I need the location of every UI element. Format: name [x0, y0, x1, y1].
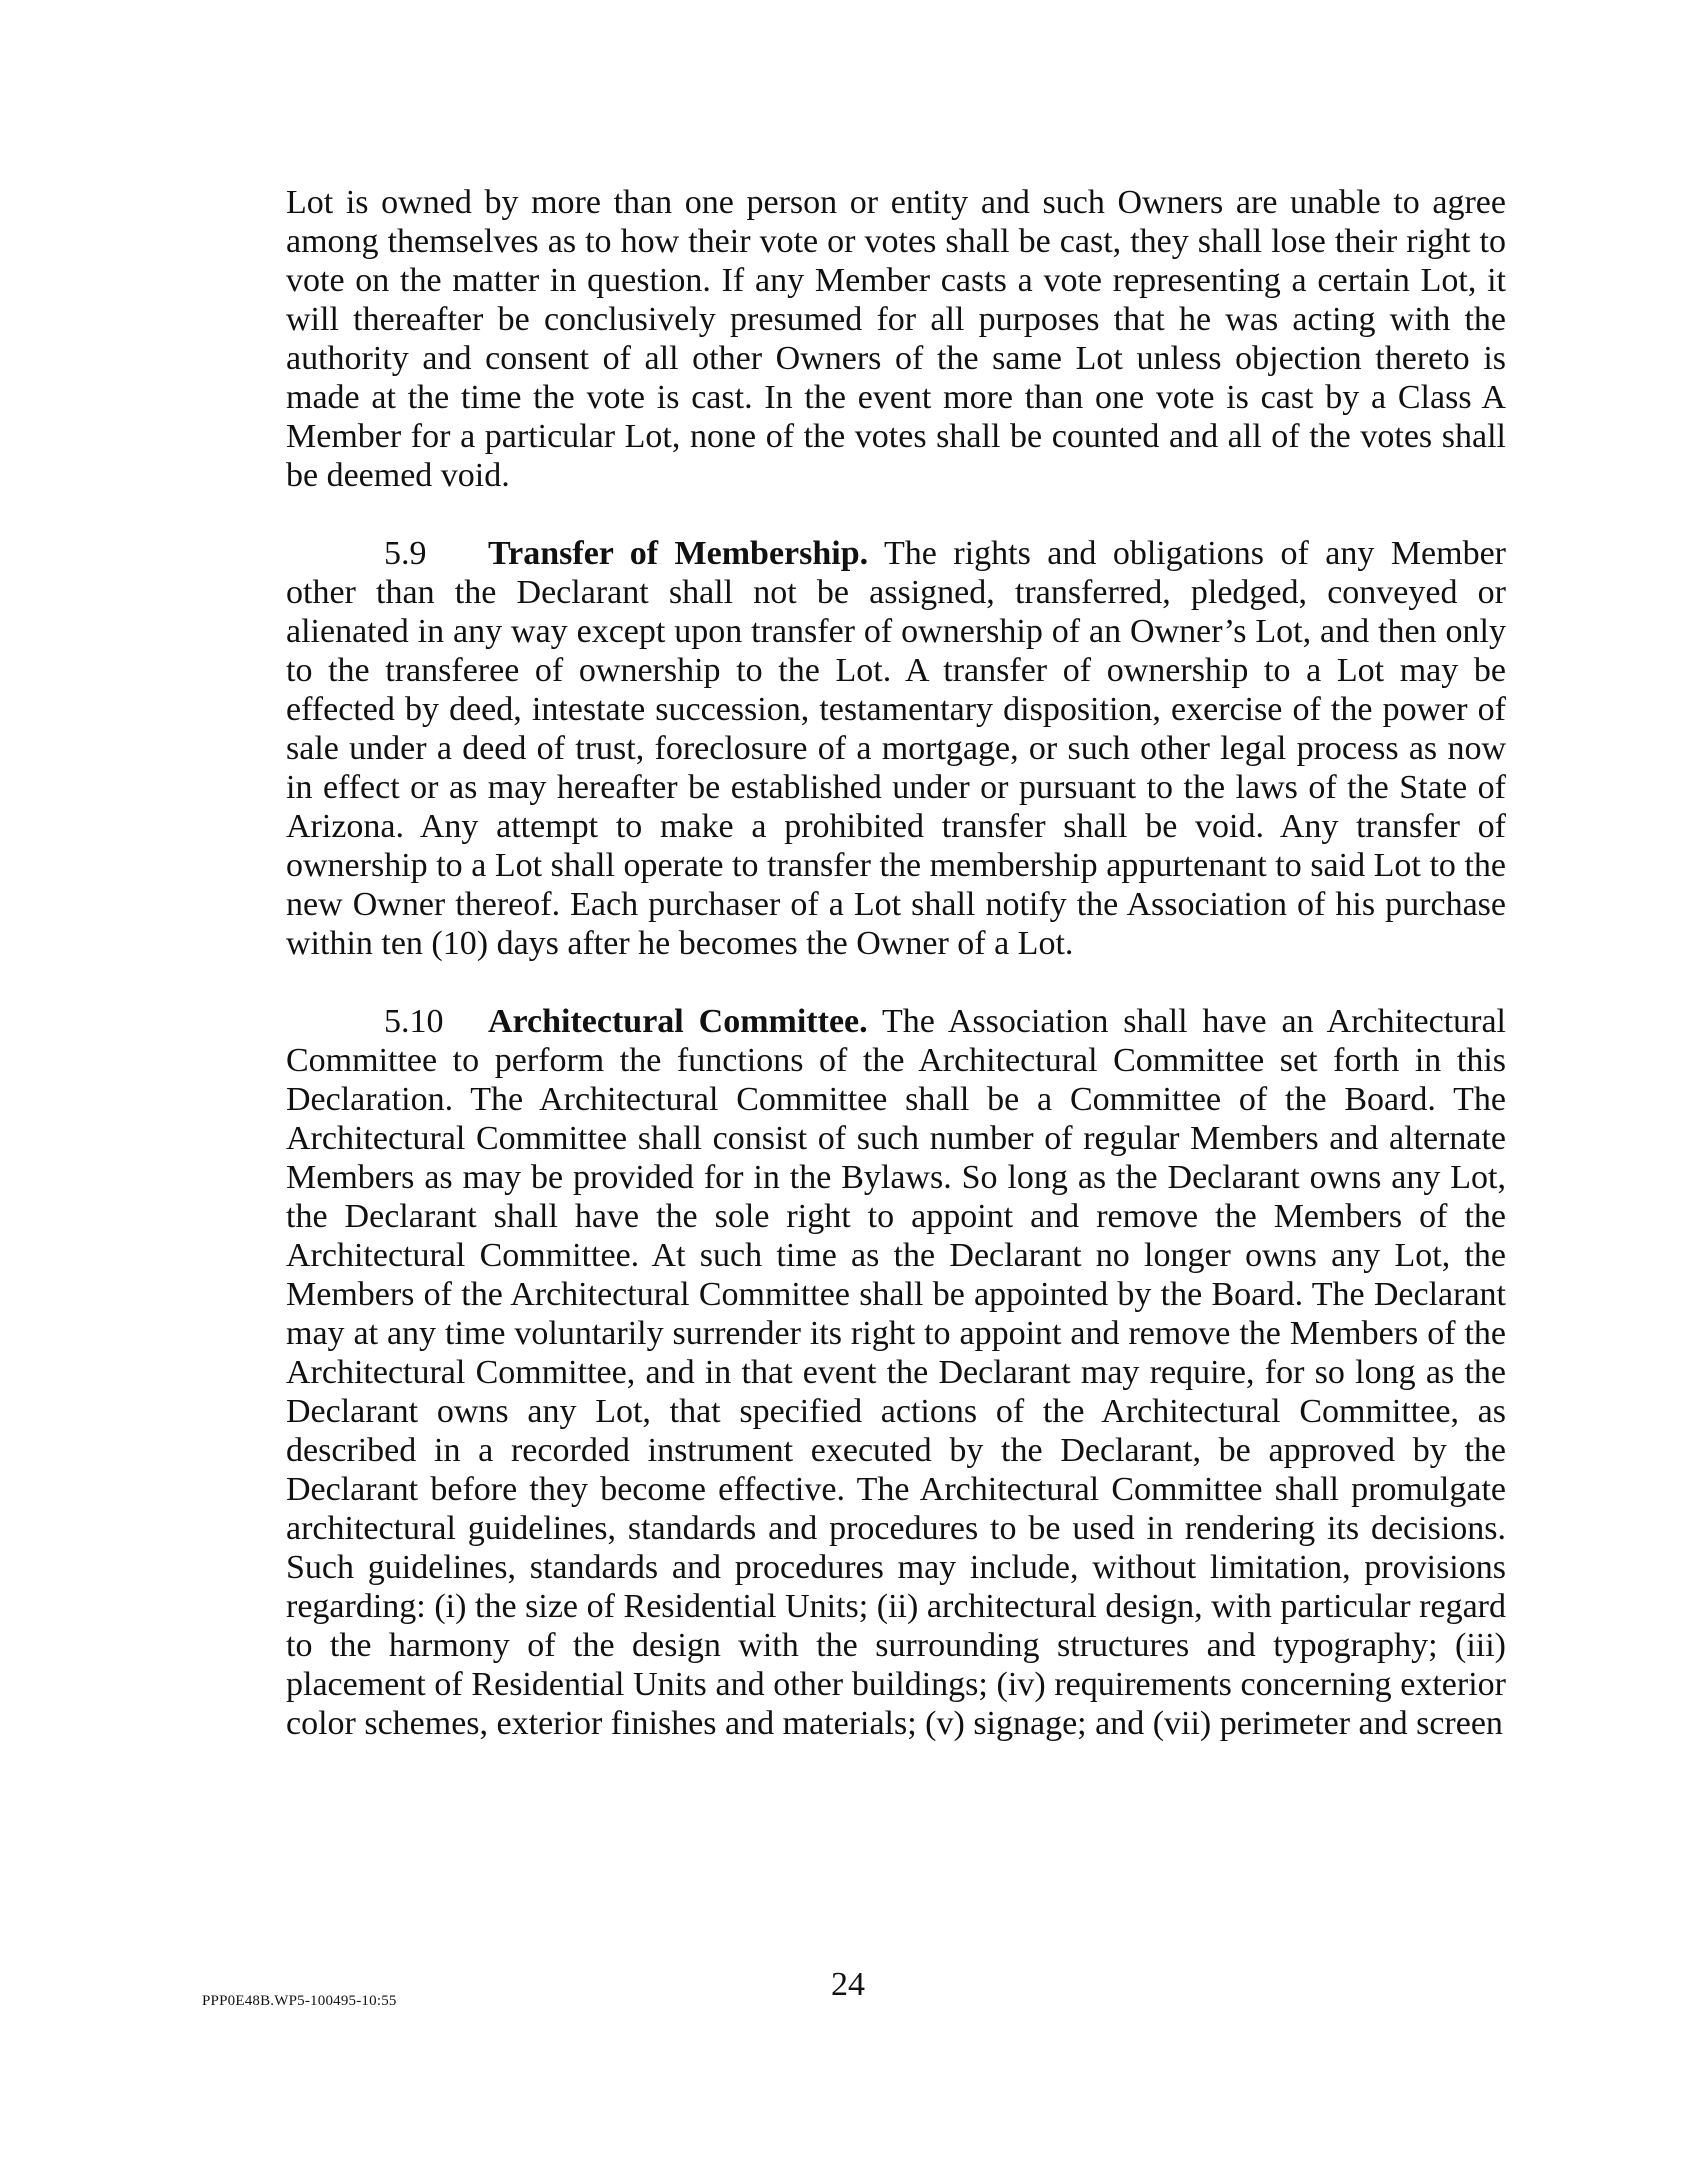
page-number-row	[0, 1966, 1696, 2004]
footer-file-code: PPP0E48B.WP5-100495-10:55	[202, 1993, 397, 2009]
section-number: 5.9	[384, 535, 427, 572]
section-title: Transfer of Membership.	[488, 535, 869, 572]
continued-paragraph: Lot is owned by more than one person or entity and such Owners are unable to agree among themselves as to how their vote or votes shall be cast, they shall lose their right to vote on the matter in question. If any Member casts a vote representing a certain Lot, it will thereafter be conclusively presumed for all purposes that he was acting with the authority and consent of all other Owners of the same Lot unless objection thereto is made at the time the vote is cast. In the event more than one vote is cast by a Class A Member for a particular Lot, none of the votes shall be counted and all of the votes shall be deemed void.	[286, 184, 1506, 494]
section-5-9	[286, 534, 1506, 963]
section-text: The rights and obligations of any Member other than the Declarant shall not be assigned, transferred, pledged, conveyed or alienated in any way except upon transfer of ownership of an Owner’s Lot, and then only to the transferee of ownership to the Lot. A transfer of ownership to a Lot may be effected by deed, intestate succession, testamentary disposition, exercise of the power of sale under a deed of trust, foreclosure of a mortgage, or such other legal process as now in effect or as may hereafter be established under or pursuant to the laws of the State of Arizona. Any attempt to make a prohibited transfer shall be void. Any transfer of ownership to a Lot shall operate to transfer the membership appurtenant to said Lot to the new Owner thereof. Each purchaser of a Lot shall notify the Association of his purchase within ten (10) days after he becomes the Owner of a Lot.	[286, 535, 1506, 962]
page-number: 24	[831, 1966, 865, 2003]
document-body	[286, 183, 1506, 1782]
section-number: 5.10	[384, 1003, 444, 1040]
section-5-10	[286, 1002, 1506, 1743]
section-text: The Association shall have an Architectural Committee to perform the functions of the Architectural Committee set forth in this Declaration. The Architectural Committee shall be a Committee of the Board. The Architectural Committee shall consist of such number of regular Members and alternate Members as may be provided for in the Bylaws. So long as the Declarant owns any Lot, the Declarant shall have the sole right to appoint and remove the Members of the Architectural Committee. At such time as the Declarant no longer owns any Lot, the Members of the Architectural Committee shall be appointed by the Board. The Declarant may at any time voluntarily surrender its right to appoint and remove the Members of the Architectural Committee, and in that event the Declarant may require, for so long as the Declarant owns any Lot, that specified actions of the Architectural Committee, as described in a recorded instrument executed by the Declarant, be approved by the Declarant before they become effective. The Architectural Committee shall promulgate architectural guidelines, standards and procedures to be used in rendering its decisions. Such guidelines, standards and procedures may include, without limitation, provisions regarding: (i) the size of Residential Units; (ii) architectural design, with particular regard to the harmony of the design with the surrounding structures and typography; (iii) placement of Residential Units and other buildings; (iv) requirements concerning exterior color schemes, exterior finishes and materials; (v) signage; and (vii) perimeter and screen	[286, 1003, 1506, 1742]
section-title: Architectural Committee.	[488, 1003, 868, 1040]
